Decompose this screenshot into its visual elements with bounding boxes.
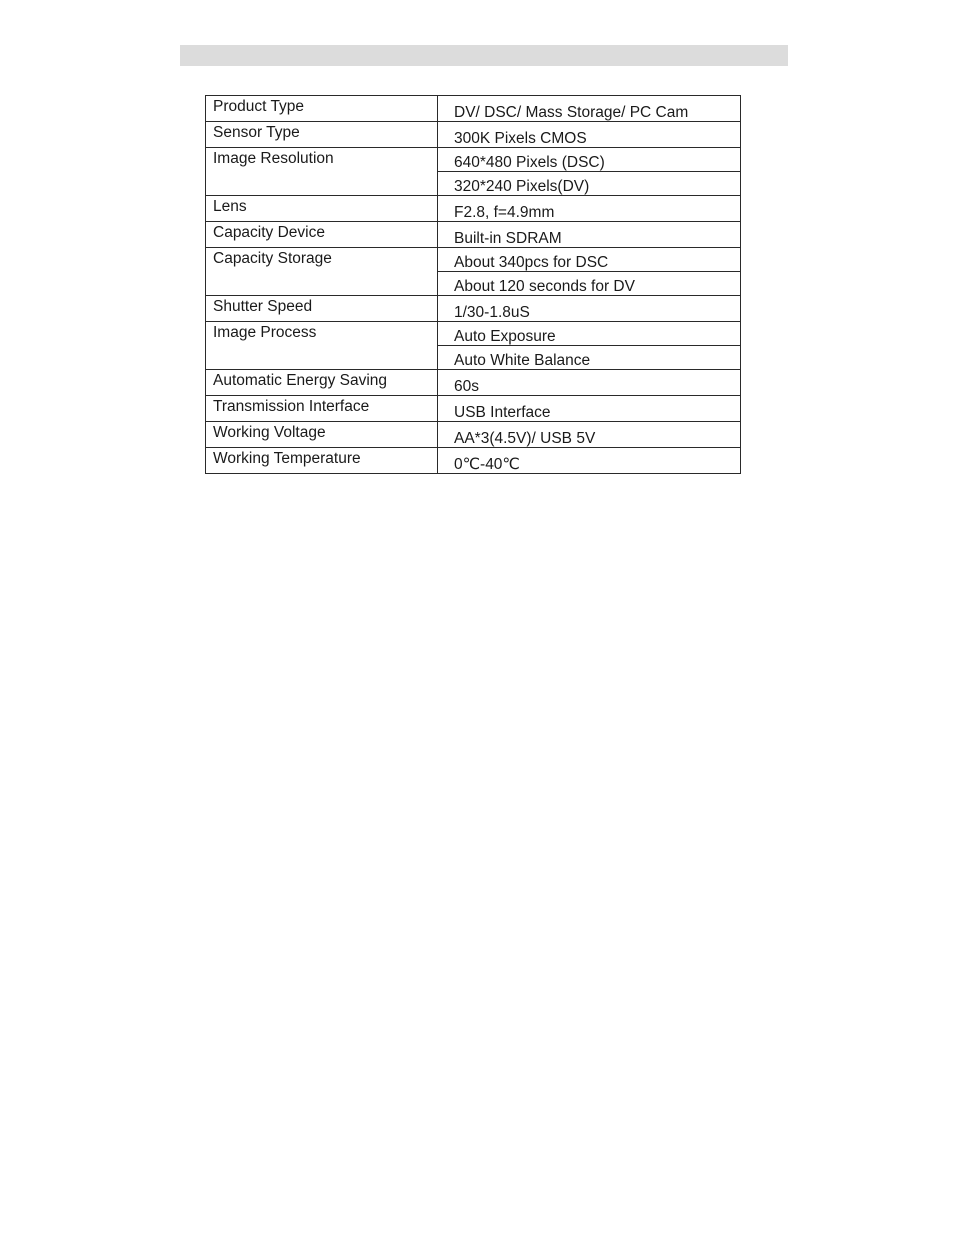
- spec-value: About 340pcs for DSC: [438, 248, 741, 272]
- spec-value: Auto Exposure: [438, 322, 741, 346]
- table-row: [206, 148, 741, 172]
- specifications-table: [205, 95, 741, 474]
- spec-value: F2.8, f=4.9mm: [438, 196, 741, 222]
- table-row: [206, 448, 741, 474]
- specifications-table-body: [206, 96, 741, 474]
- table-row: [206, 422, 741, 448]
- spec-value: 300K Pixels CMOS: [438, 122, 741, 148]
- spec-value: 60s: [438, 370, 741, 396]
- table-row: [206, 196, 741, 222]
- spec-value: 0℃-40℃: [438, 448, 741, 474]
- table-row: [206, 370, 741, 396]
- table-row: [206, 396, 741, 422]
- spec-label: Image Process: [206, 322, 438, 370]
- spec-label: Transmission Interface: [206, 396, 438, 422]
- table-row: [206, 222, 741, 248]
- spec-value: DV/ DSC/ Mass Storage/ PC Cam: [438, 96, 741, 122]
- spec-value: 320*240 Pixels(DV): [438, 172, 741, 196]
- spec-value: 1/30-1.8uS: [438, 296, 741, 322]
- spec-label: Product Type: [206, 96, 438, 122]
- spec-label: Automatic Energy Saving: [206, 370, 438, 396]
- spec-label: Shutter Speed: [206, 296, 438, 322]
- spec-label: Working Voltage: [206, 422, 438, 448]
- spec-value: AA*3(4.5V)/ USB 5V: [438, 422, 741, 448]
- spec-label: Lens: [206, 196, 438, 222]
- spec-label: Capacity Storage: [206, 248, 438, 296]
- table-row: [206, 96, 741, 122]
- spec-label: Sensor Type: [206, 122, 438, 148]
- spec-value: USB Interface: [438, 396, 741, 422]
- table-row: [206, 122, 741, 148]
- table-row: [206, 248, 741, 272]
- spec-value: 640*480 Pixels (DSC): [438, 148, 741, 172]
- table-row: [206, 296, 741, 322]
- table-row: [206, 322, 741, 346]
- spec-label: Capacity Device: [206, 222, 438, 248]
- spec-value: Auto White Balance: [438, 346, 741, 370]
- spec-label: Image Resolution: [206, 148, 438, 196]
- spec-value: Built-in SDRAM: [438, 222, 741, 248]
- spec-label: Working Temperature: [206, 448, 438, 474]
- spec-value: About 120 seconds for DV: [438, 272, 741, 296]
- header-bar: [180, 45, 788, 66]
